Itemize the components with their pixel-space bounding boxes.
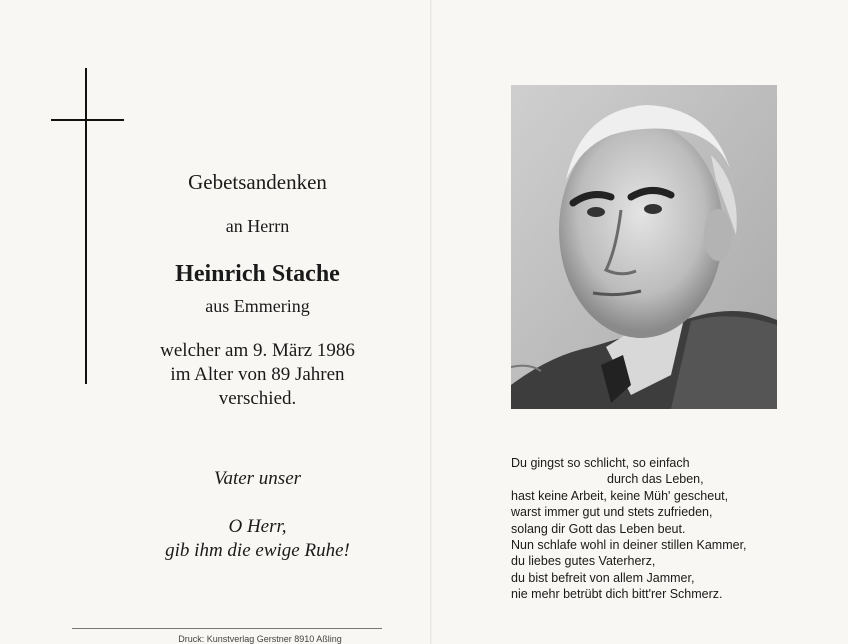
- poem-line: durch das Leben,: [607, 472, 704, 487]
- cross-icon: [85, 68, 87, 384]
- poem-line: Du gingst so schlicht, so einfach: [511, 456, 690, 470]
- deceased-name: Heinrich Stache: [175, 261, 340, 287]
- prayer: Vater unser: [213, 468, 302, 489]
- portrait-photo: [511, 85, 777, 409]
- poem-line: du liebes gutes Vaterherz,: [511, 554, 656, 569]
- blessing-line-1: O Herr,: [228, 516, 287, 537]
- poem-line: nie mehr betrübt dich bitt'rer Schmerz.: [511, 587, 723, 602]
- card-fold: [430, 0, 432, 644]
- poem-line: solang dir Gott das Leben beut.: [511, 521, 686, 536]
- age-line: im Alter von 89 Jahren: [170, 364, 345, 385]
- salutation: an Herrn: [225, 216, 290, 236]
- card-title: Gebetsandenken: [188, 170, 327, 194]
- death-date-line: welcher am 9. März 1986: [160, 340, 355, 361]
- bottom-rule: [72, 628, 382, 629]
- printer-note: Druck: Kunstverlag Gerstner 8910 Aßling: [178, 634, 342, 644]
- poem-line: du bist befreit von allem Jammer,: [511, 570, 695, 585]
- origin: aus Emmering: [205, 296, 310, 316]
- died-word: verschied.: [218, 388, 297, 409]
- poem-line: warst immer gut und stets zufrieden,: [511, 505, 713, 520]
- poem: [511, 455, 791, 603]
- cross-icon-bar: [51, 119, 124, 121]
- poem-line: hast keine Arbeit, keine Müh' gescheut,: [511, 488, 729, 503]
- blessing-line-2: gib ihm die ewige Ruhe!: [165, 540, 350, 561]
- poem-line: Nun schlafe wohl in deiner stillen Kammer,: [511, 538, 747, 553]
